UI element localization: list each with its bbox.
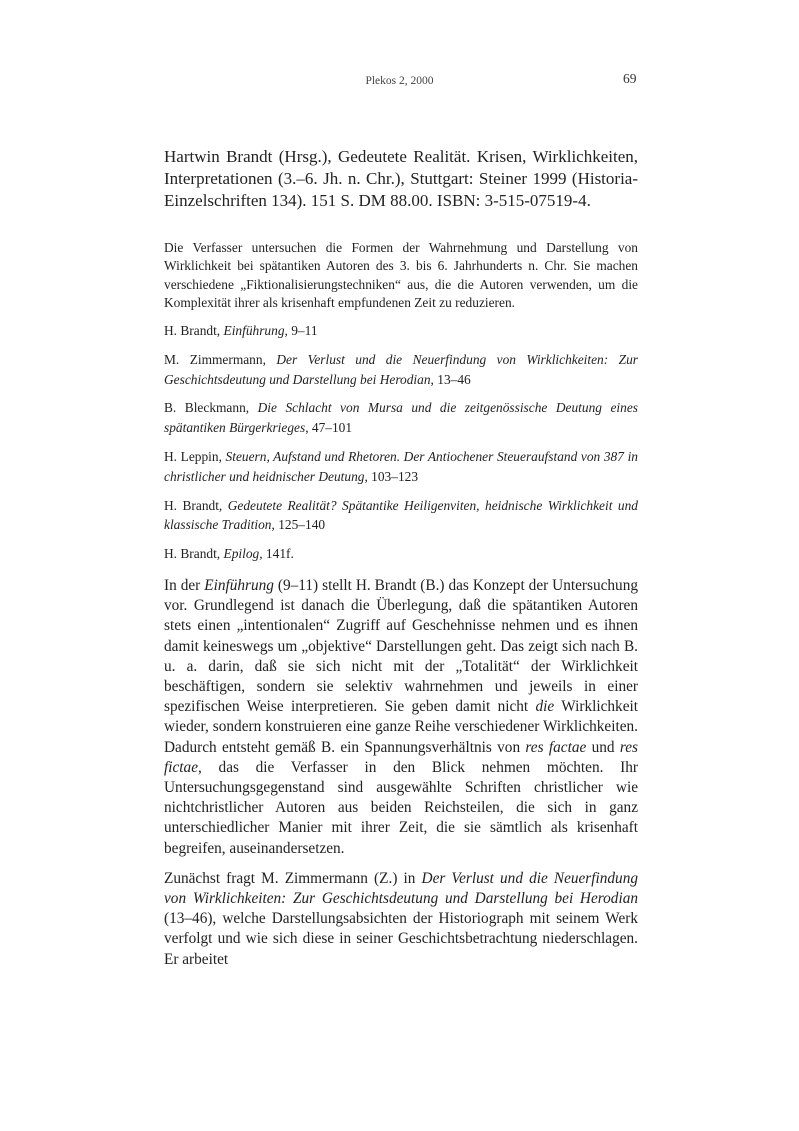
toc-title: Gedeutete Realität? Spätantike Heiligenviten, heidnische Wirklichkeit und klassische Tradition — [164, 497, 638, 533]
text-run: In der — [164, 576, 205, 594]
toc-title: Einführung — [223, 322, 285, 338]
toc-author: H. Leppin, — [164, 448, 226, 464]
toc-pages: , 141f. — [259, 546, 294, 562]
table-of-contents — [164, 321, 638, 564]
toc-pages: , 103–123 — [364, 468, 419, 484]
review-title: Hartwin Brandt (Hrsg.), Gedeutete Realität. Krisen, Wirklichkeiten, Interpretationen (3.–6. Jh. n. Chr.), Stuttgart: Steiner 1999 (Historia-Einzelschriften 134). 151 S. DM 88.00. ISBN: 3-515-07519-4. — [164, 147, 638, 211]
summary-paragraph: Die Verfasser untersuchen die Formen der Wahrnehmung und Darstellung von Wirklichkeit bei spätantiken Autoren des 3. bis 6. Jahrhunderts n. Chr. Sie machen verschiedene „Fiktionalisierungstechniken“ aus, die die Autoren verwenden, um die Komplexität ihrer als krisenhaft empfundenen Zeit zu reduzieren. — [164, 239, 638, 311]
toc-entry-epilog — [164, 544, 638, 564]
italic-run: Einführung — [204, 576, 274, 594]
toc-pages: , 125–140 — [271, 517, 326, 533]
toc-author: H. Brandt, — [164, 497, 228, 513]
toc-entry-bleckmann — [164, 398, 638, 438]
toc-title: Die Schlacht von Mursa und die zeitgenössische Deutung eines spätantiken Bürgerkrieges — [164, 400, 638, 436]
text-run: und — [586, 738, 620, 756]
italic-run: res fictae — [164, 738, 639, 776]
text-run: (9–11) stellt H. Brandt (B.) das Konzept der Untersuchung vor. Grundlegend ist danach die Überlegung, daß die spätantiken Autoren stets einen „intentionalen“ Zugriff auf Geschehnisse nehmen und es ihnen damit keineswegs um „objektive“ Darstellungen geht. Das zeigt sich nach B. u. a. darin, daß sie sich nicht mit der „Totalität“ der Wirklichkeit beschäftigen, sondern sie selektiv wahrnehmen und jeweils in einer spezifischen Weise interpretieren. Sie geben damit nicht — [164, 576, 638, 716]
text-run: (13–46), welche Darstellungsabsichten der Historiograph mit seinem Werk verfolgt und wie sich diese in seiner Geschichtsbetrachtung niederschlagen. Er arbeitet — [164, 910, 638, 968]
text-run: Zunächst fragt M. Zimmermann (Z.) in — [164, 869, 422, 887]
text-run: , das die Verfasser in den Blick nehmen möchten. Ihr Untersuchungsgegenstand sind ausgewählte Schriften christlicher wie nichtchristlicher Autoren aus beiden Reichsteilen, die sich in ganz unterschiedlicher Manier mit ihrer Zeit, die sie sämtlich als krisenhaft begreifen, auseinandersetzen. — [164, 758, 638, 857]
toc-author: H. Brandt, — [164, 322, 224, 338]
italic-run: res factae — [525, 738, 587, 756]
italic-run: Der Verlust und die Neuerfindung von Wirklichkeiten: Zur Geschichtsdeutung und Darstellung bei Herodian — [164, 869, 638, 907]
text-run: Wirklichkeit wieder, sondern konstruieren eine ganze Reihe verschiedener Wirklichkeiten. Dadurch entsteht gemäß B. ein Spannungsverhältnis von — [164, 698, 638, 756]
toc-pages: , 13–46 — [430, 371, 471, 387]
toc-entry-zimmermann — [164, 350, 638, 390]
running-head: Plekos 2, 2000 — [365, 75, 434, 87]
page-header — [0, 71, 799, 91]
toc-title: Epilog — [223, 546, 260, 562]
toc-title: Der Verlust und die Neuerfindung von Wirklichkeiten: Zur Geschichtsdeutung und Darstellung bei Herodian — [164, 351, 638, 387]
page-number: 69 — [623, 71, 637, 86]
toc-pages: , 9–11 — [284, 322, 318, 338]
italic-run: die — [535, 698, 555, 716]
body-paragraph-2 — [164, 869, 638, 970]
toc-author: B. Bleckmann, — [164, 400, 258, 416]
toc-entry-einfuehrung — [164, 321, 638, 341]
toc-pages: , 47–101 — [305, 420, 353, 436]
page-content — [164, 146, 638, 970]
toc-entry-brandt-heiligenviten — [164, 496, 638, 536]
toc-author: M. Zimmermann, — [164, 351, 277, 367]
toc-title: Steuern, Aufstand und Rhetoren. Der Antiochener Steueraufstand von 387 in christlicher und heidnischer Deutung — [164, 448, 638, 484]
toc-author: H. Brandt, — [164, 546, 224, 562]
body-paragraph-1 — [164, 576, 638, 859]
toc-entry-leppin — [164, 447, 638, 487]
